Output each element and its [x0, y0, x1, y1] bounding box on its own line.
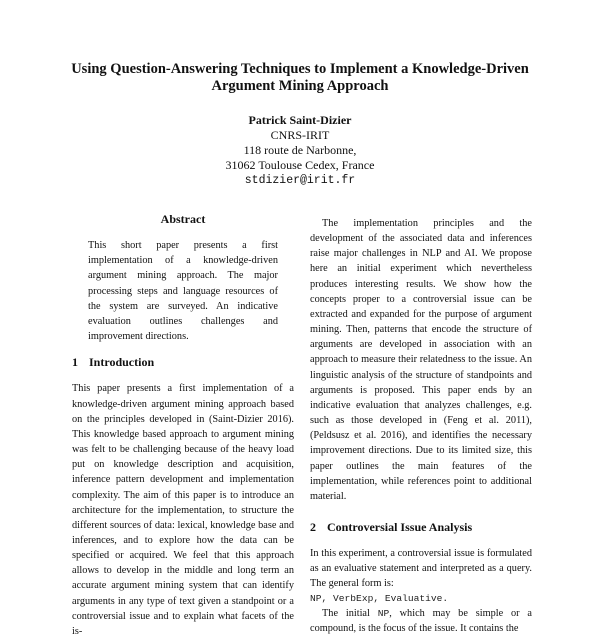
section-1-heading [72, 355, 294, 370]
author-email: stdizier@irit.fr [244, 174, 356, 187]
section-1-number: 1 [72, 355, 78, 370]
abstract-heading: Abstract [160, 212, 206, 226]
title-line-1: Using Question-Answering Techniques to Implement a Knowledge-Driven [71, 61, 529, 77]
left-column [72, 212, 294, 639]
formula-text: NP, VerbExp, Evaluative. [310, 593, 449, 605]
section-2-formula [310, 591, 532, 606]
author-address-2: 31062 Toulouse Cedex, France [225, 158, 375, 172]
tail-suffix: , which may be simple or a compound, is the focus of the issue. It contains the [310, 608, 532, 635]
section-1-text: This paper presents a first implementation of a knowledge-driven argument mining approach based on the principles developed in (Saint-Dizier 2016). This knowledge based approach to argument mining was felt to be challenging because of the heavy load put on knowledge description and acquisition, inference pattern development and implementation complexity. The aim of this paper is to introduce an architecture for the implementation, to structure the different sources of data: lexical, knowledge base and inferences, and to explore how the data can be specified or acquired. We feel that this approach allows to develop in the middle and long term an accurate argument mining system that can identify arguments in any type of text given a standpoint or a controversial issue and to explain what facets of the is- [72, 383, 294, 637]
tail-np: NP [377, 608, 390, 620]
section-2-number: 2 [310, 519, 316, 534]
title-line-2: Argument Mining Approach [211, 78, 389, 94]
author-block [150, 113, 450, 188]
right-column [310, 216, 532, 636]
section-2-title: Controversial Issue Analysis [327, 519, 473, 534]
right-paragraph: The implementation principles and the development of the associated data and inferences raise major challenges in NLP and AI. We propose here an initial experiment which nevertheless produces interesting results. We show how the concepts proper to a controversial issue can be extracted and expanded for the purpose of argument mining. Then, patterns that encode the structure of arguments are developed in association with an approach to measure their relatedness to the issue. An linguistic analysis of the structure of standpoints and arguments is proposed. This paper ends by an indicative evaluation that analyzes challenges, e.g. such as those developed in (Feng et al. 2011), (Peldsusz et al. 2016), and identifies the necessary improvement directions. Due to its limited size, this paper outlines the main features of the implementation, while references point to additional material. [310, 218, 532, 502]
tail-prefix: The initial [322, 608, 378, 620]
author-affiliation: CNRS-IRIT [270, 128, 330, 142]
paper-title [40, 61, 560, 95]
section-1-title: Introduction [89, 355, 155, 370]
author-name: Patrick Saint-Dizier [248, 113, 352, 127]
section-2-intro: In this experiment, a controversial issue is formulated as an evaluative statement and interpreted as a query. The general form is: [310, 547, 532, 590]
section-2-tail [310, 606, 532, 636]
section-2-heading [310, 520, 532, 535]
author-address-1: 118 route de Narbonne, [243, 143, 357, 157]
abstract-text: This short paper presents a first implementation of a knowledge-driven argument mining approach. The major processing steps and language resources of the system are surveyed. An indicative evaluation outlines challenges and improvement directions. [88, 240, 278, 343]
